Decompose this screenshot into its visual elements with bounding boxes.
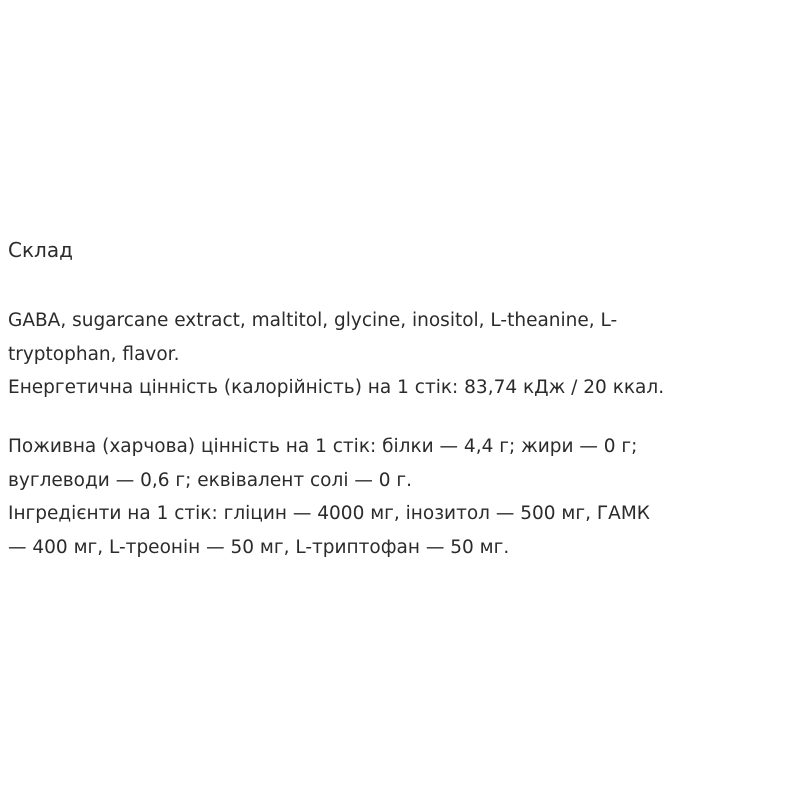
composition-page xyxy=(8,0,792,800)
composition-paragraph xyxy=(8,304,792,405)
ingredients-line: — 400 мг, L-треонін — 50 мг, L-триптофан — 50 мг. xyxy=(8,536,510,558)
nutrition-line: Поживна (харчова) цінність на 1 стік: білки — 4,4 г; жири — 0 г; xyxy=(8,436,638,457)
nutrition-line: вуглеводи — 0,6 г; еквівалент солі — 0 г. xyxy=(8,469,412,491)
energy-value-line: Енергетична цінність (калорійність) на 1 стік: 83,74 кДж / 20 ккал. xyxy=(8,377,665,398)
ingredients-line: Інгредієнти на 1 стік: гліцин — 4000 мг, інозитол — 500 мг, ГАМК xyxy=(8,503,650,524)
composition-line: tryptophan, flavor. xyxy=(8,343,180,365)
nutrition-paragraph xyxy=(8,430,792,564)
section-heading: Склад xyxy=(8,238,73,262)
composition-line: GABA, sugarcane extract, maltitol, glycine, inositol, L-theanine, L- xyxy=(8,310,618,331)
